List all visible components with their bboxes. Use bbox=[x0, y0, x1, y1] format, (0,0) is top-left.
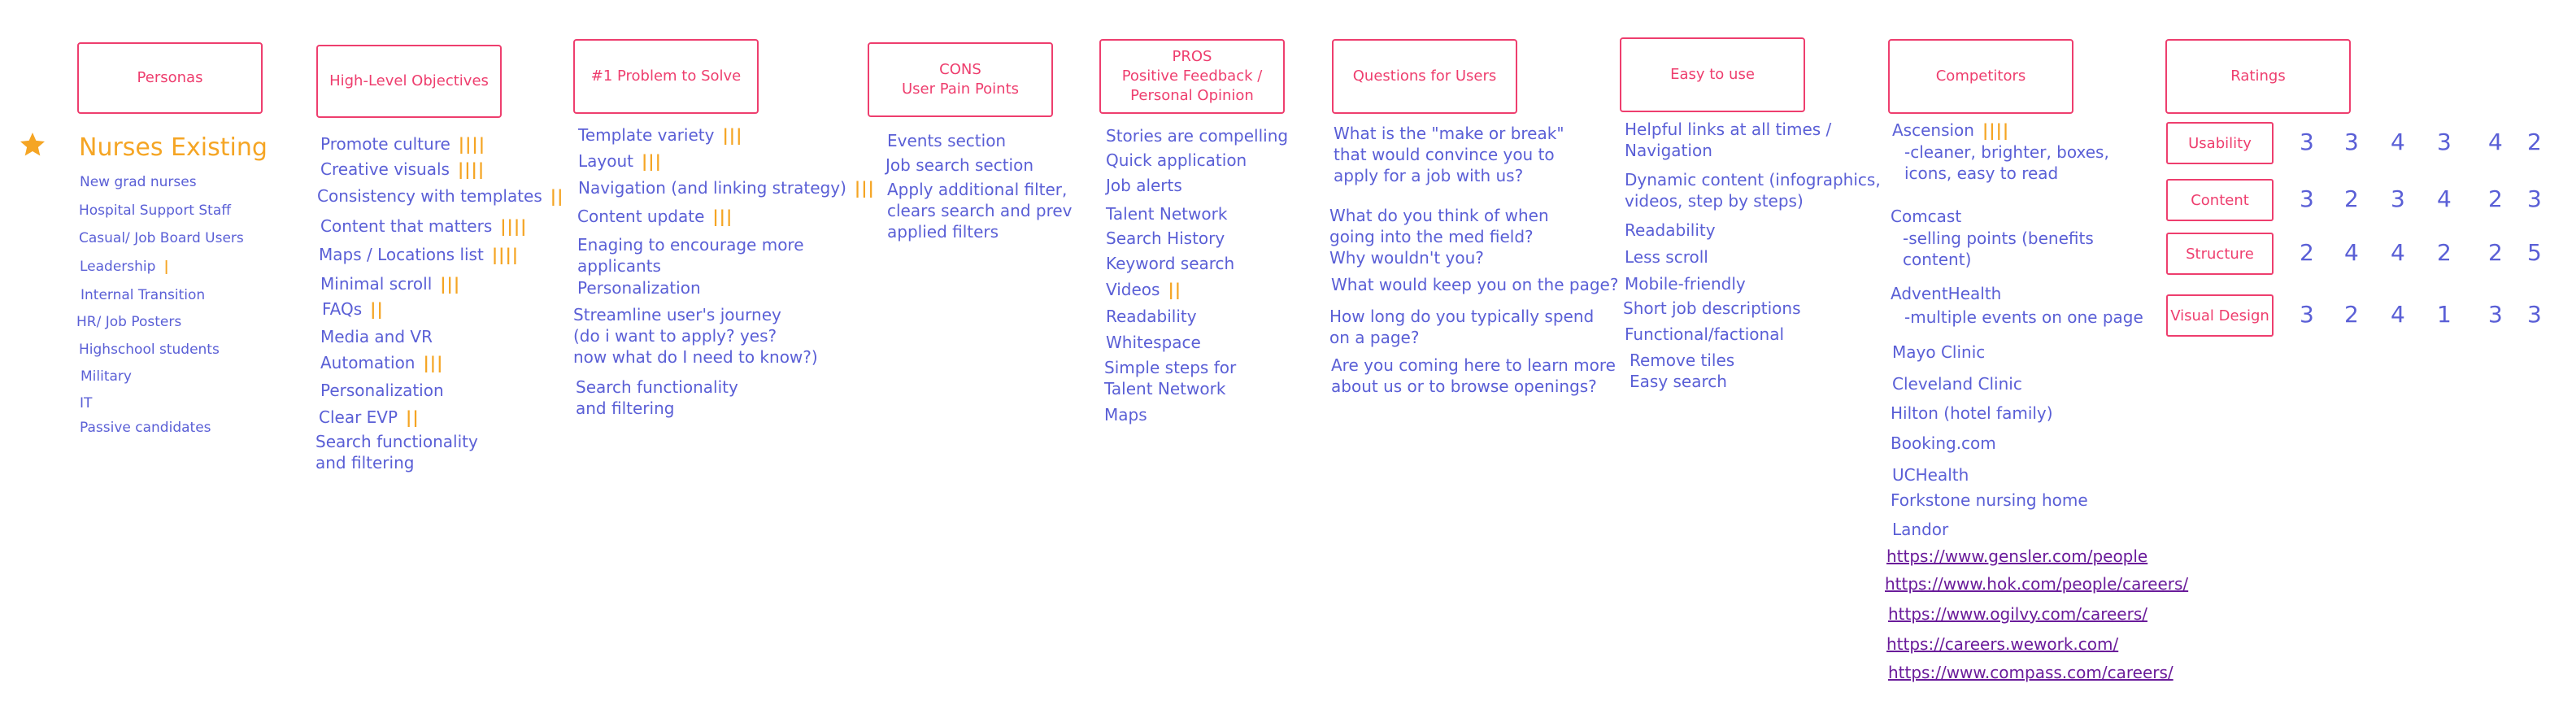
persona-item-label: Military bbox=[80, 368, 132, 385]
objective-item bbox=[320, 159, 485, 180]
competitor-item-label: Hilton (hotel family) bbox=[1891, 403, 2053, 423]
vote-tally: || bbox=[370, 299, 384, 319]
rating-value: 4 bbox=[2391, 128, 2405, 155]
rating-value: 3 bbox=[2391, 185, 2405, 212]
objective-item bbox=[320, 326, 433, 347]
problem-item-label: Enaging to encourage more applicants bbox=[577, 235, 804, 276]
problem-header: #1 Problem to Solve bbox=[573, 39, 759, 114]
question-item bbox=[1331, 355, 1616, 397]
competitor-item-label: -multiple events on one page bbox=[1904, 307, 2143, 327]
competitor-item bbox=[1891, 490, 2088, 511]
objective-item bbox=[320, 133, 485, 155]
easy-item bbox=[1630, 350, 1734, 392]
persona-item-label: Leadership bbox=[80, 259, 156, 275]
easy-item-label: Functional/factional bbox=[1625, 324, 1785, 344]
rating-value: 4 bbox=[2437, 185, 2452, 212]
rating-value: 2 bbox=[2344, 185, 2359, 212]
rating-value: 3 bbox=[2300, 128, 2314, 155]
problem-item-label: Content update bbox=[577, 207, 705, 226]
objective-item bbox=[320, 380, 444, 401]
vote-tally: || bbox=[550, 186, 564, 206]
rating-value: 2 bbox=[2488, 239, 2503, 266]
easy-item bbox=[1623, 298, 1801, 319]
competitor-item bbox=[1892, 464, 1969, 485]
competitor-item bbox=[1903, 228, 2094, 270]
persona-item bbox=[80, 172, 197, 192]
competitor-item bbox=[1891, 206, 1961, 227]
easy-item bbox=[1625, 169, 1881, 211]
competitor-item-label: Booking.com bbox=[1891, 433, 1996, 453]
objective-item bbox=[320, 216, 527, 237]
vote-tally: ||| bbox=[423, 353, 444, 372]
pros-item bbox=[1106, 253, 1234, 274]
problem-item-label: Navigation (and linking strategy) bbox=[578, 178, 846, 198]
pros-item bbox=[1106, 228, 1225, 249]
pros-item-label: Quick application bbox=[1106, 150, 1247, 170]
vote-tally: |||| bbox=[458, 134, 486, 154]
pros-item-label: Readability bbox=[1106, 307, 1197, 326]
competitor-item bbox=[1904, 141, 2109, 184]
competitor-item bbox=[1891, 403, 2053, 424]
easy-item bbox=[1625, 119, 1831, 161]
persona-item-label: IT bbox=[80, 395, 93, 411]
ratings-header: Ratings bbox=[2165, 39, 2351, 114]
question-item-label: How long do you typically spend on a page? bbox=[1329, 307, 1595, 347]
rating-value: 4 bbox=[2344, 239, 2359, 266]
problem-item bbox=[577, 277, 701, 298]
rating-value: 2 bbox=[2300, 239, 2314, 266]
competitor-item bbox=[1892, 342, 1985, 363]
competitor-link[interactable]: https://www.ogilvy.com/careers/ bbox=[1888, 604, 2147, 624]
objective-item-label: Creative visuals bbox=[320, 159, 450, 179]
objective-item-label: Personalization bbox=[320, 381, 444, 400]
questions-header: Questions for Users bbox=[1332, 39, 1517, 114]
easy-item-label: Mobile-friendly bbox=[1625, 274, 1746, 294]
rating-value: 3 bbox=[2488, 301, 2503, 328]
pros-item bbox=[1104, 404, 1147, 425]
cons-item bbox=[887, 130, 1006, 151]
question-item-label: What do you think of when going into the med field? Why wouldn't you? bbox=[1329, 206, 1549, 268]
question-item bbox=[1331, 274, 1618, 295]
objective-item bbox=[320, 352, 443, 373]
pros-item bbox=[1106, 125, 1288, 146]
easy-item-label: Dynamic content (infographics, videos, step by steps) bbox=[1625, 170, 1881, 211]
star-icon bbox=[18, 130, 47, 159]
problem-item bbox=[576, 377, 738, 419]
rating-value: 4 bbox=[2391, 301, 2405, 328]
competitor-link[interactable]: https://www.gensler.com/people bbox=[1886, 546, 2148, 566]
pros-item-label: Job alerts bbox=[1106, 176, 1182, 195]
persona-item bbox=[79, 201, 231, 220]
persona-item-label: Hospital Support Staff bbox=[79, 202, 231, 219]
easy-item bbox=[1625, 246, 1708, 268]
vote-tally: |||| bbox=[457, 159, 485, 179]
rating-value: 1 bbox=[2437, 301, 2452, 328]
objective-item-label: Consistency with templates bbox=[317, 186, 542, 206]
rating-label: Visual Design bbox=[2166, 294, 2274, 337]
question-item bbox=[1329, 306, 1594, 348]
competitor-link[interactable]: https://www.compass.com/careers/ bbox=[1888, 663, 2174, 682]
problem-item bbox=[578, 177, 875, 198]
pros-item-label: Simple steps for Talent Network bbox=[1104, 358, 1237, 398]
objective-item bbox=[315, 431, 478, 473]
easy-item-label: Helpful links at all times / Navigation bbox=[1625, 120, 1832, 160]
pros-item-label: Keyword search bbox=[1106, 254, 1235, 273]
cons-item-label: Job search section bbox=[886, 155, 1034, 175]
vote-tally: ||| bbox=[440, 274, 461, 294]
competitor-item-label: Landor bbox=[1892, 520, 1949, 539]
pros-item bbox=[1106, 203, 1227, 224]
persona-item bbox=[80, 394, 92, 413]
vote-tally: ||| bbox=[642, 151, 662, 171]
cons-item bbox=[887, 179, 1073, 242]
persona-item bbox=[80, 285, 205, 305]
rating-value: 2 bbox=[2488, 185, 2503, 212]
pros-item bbox=[1106, 175, 1182, 196]
persona-item bbox=[79, 340, 220, 359]
question-item-label: What would keep you on the page? bbox=[1331, 275, 1619, 294]
personas-header: Personas bbox=[77, 42, 263, 114]
vote-tally: |||| bbox=[491, 245, 520, 264]
pros-item bbox=[1106, 150, 1247, 171]
rating-value: 3 bbox=[2437, 128, 2452, 155]
easy-item bbox=[1625, 220, 1716, 241]
competitor-item-label: Forkstone nursing home bbox=[1891, 490, 2088, 510]
competitor-link[interactable]: https://www.hok.com/people/careers/ bbox=[1885, 574, 2189, 594]
rating-value: 2 bbox=[2437, 239, 2452, 266]
vote-tally: || bbox=[1168, 280, 1182, 299]
easy-header: Easy to use bbox=[1620, 37, 1805, 112]
featured-persona: Nurses Existing bbox=[79, 133, 268, 162]
pros-item bbox=[1104, 357, 1236, 399]
question-item bbox=[1334, 123, 1564, 186]
persona-item bbox=[80, 257, 170, 276]
rating-value: 3 bbox=[2344, 128, 2359, 155]
question-item-label: What is the "make or break" that would convince you to apply for a job with us? bbox=[1334, 124, 1564, 185]
vote-tally: ||| bbox=[722, 125, 743, 145]
competitor-item bbox=[1891, 283, 2001, 304]
cons-header: CONS User Pain Points bbox=[868, 42, 1053, 117]
rating-label: Structure bbox=[2166, 233, 2274, 275]
pros-item-label: Maps bbox=[1104, 405, 1147, 424]
competitor-item-label: -selling points (benefits content) bbox=[1903, 229, 2094, 269]
cons-item-label: Apply additional filter, clears search and prev applied filters bbox=[887, 180, 1073, 242]
competitor-item-label: Comcast bbox=[1891, 207, 1962, 226]
competitor-item bbox=[1904, 307, 2143, 328]
persona-item-label: Passive candidates bbox=[80, 420, 211, 436]
competitor-item bbox=[1892, 519, 1948, 540]
pros-item-label: Talent Network bbox=[1106, 204, 1228, 224]
easy-item-label: Short job descriptions bbox=[1623, 298, 1801, 318]
rating-value: 4 bbox=[2391, 239, 2405, 266]
competitor-item-label: Cleveland Clinic bbox=[1892, 374, 2022, 394]
pros-header: PROS Positive Feedback / Personal Opinion bbox=[1099, 39, 1285, 114]
rating-value: 3 bbox=[2527, 185, 2542, 212]
problem-item bbox=[578, 124, 742, 146]
rating-value: 3 bbox=[2300, 301, 2314, 328]
objective-item-label: FAQs bbox=[322, 299, 363, 319]
objective-item-label: Maps / Locations list bbox=[319, 245, 484, 264]
question-item bbox=[1329, 205, 1549, 268]
question-item-label: Are you coming here to learn more about us or to browse openings? bbox=[1331, 355, 1616, 396]
easy-item bbox=[1625, 273, 1746, 294]
cons-item bbox=[886, 155, 1033, 176]
problem-item bbox=[577, 234, 804, 276]
pros-item bbox=[1106, 306, 1197, 327]
objective-item bbox=[319, 244, 519, 265]
problem-item bbox=[577, 206, 733, 227]
vote-tally: ||| bbox=[854, 178, 875, 198]
persona-item-label: HR/ Job Posters bbox=[76, 314, 182, 330]
problem-item-label: Personalization bbox=[577, 278, 701, 298]
persona-item-label: Internal Transition bbox=[80, 287, 206, 303]
easy-item-label: Readability bbox=[1625, 220, 1716, 240]
competitor-item bbox=[1892, 373, 2022, 394]
vote-tally: ||| bbox=[712, 207, 733, 226]
vote-tally: |||| bbox=[500, 216, 528, 236]
rating-label: Content bbox=[2166, 179, 2274, 221]
pros-item-label: Stories are compelling bbox=[1106, 126, 1289, 146]
persona-item-label: Highschool students bbox=[79, 342, 220, 358]
cons-item-label: Events section bbox=[887, 131, 1007, 150]
persona-item bbox=[76, 312, 181, 332]
competitor-item-label: UCHealth bbox=[1892, 465, 1969, 485]
objective-item-label: Minimal scroll bbox=[320, 274, 433, 294]
problem-item-label: Layout bbox=[578, 151, 633, 171]
rating-value: 5 bbox=[2527, 239, 2542, 266]
pros-item-label: Search History bbox=[1106, 229, 1225, 248]
persona-item-label: Casual/ Job Board Users bbox=[79, 230, 244, 246]
objective-item-label: Content that matters bbox=[320, 216, 493, 236]
pros-item bbox=[1106, 279, 1181, 300]
competitor-item-label: -cleaner, brighter, boxes, icons, easy to read bbox=[1904, 142, 2109, 183]
objective-item bbox=[322, 298, 384, 320]
competitor-item-label: Ascension bbox=[1892, 120, 1974, 140]
objective-item-label: Promote culture bbox=[320, 134, 450, 154]
pros-item-label: Whitespace bbox=[1106, 333, 1201, 352]
rating-value: 4 bbox=[2488, 128, 2503, 155]
easy-item-label: Remove tiles Easy search bbox=[1630, 350, 1735, 391]
vote-tally: || bbox=[406, 407, 420, 427]
objective-item bbox=[319, 407, 420, 428]
rating-value: 2 bbox=[2527, 128, 2542, 155]
easy-item bbox=[1625, 324, 1784, 345]
persona-item bbox=[79, 229, 244, 248]
vote-tally: | bbox=[163, 259, 170, 275]
problem-item bbox=[578, 150, 662, 172]
competitors-header: Competitors bbox=[1888, 39, 2073, 114]
objective-item-label: Search functionality and filtering bbox=[315, 432, 478, 472]
easy-item-label: Less scroll bbox=[1625, 247, 1708, 267]
rating-value: 3 bbox=[2527, 301, 2542, 328]
rating-value: 3 bbox=[2300, 185, 2314, 212]
vote-tally: |||| bbox=[1982, 120, 2010, 140]
persona-item bbox=[80, 367, 132, 386]
competitor-item-label: Mayo Clinic bbox=[1892, 342, 1986, 362]
objective-item-label: Clear EVP bbox=[319, 407, 398, 427]
objective-item-label: Media and VR bbox=[320, 327, 433, 346]
competitor-item-label: AdventHealth bbox=[1891, 284, 2002, 303]
problem-item-label: Search functionality and filtering bbox=[576, 377, 738, 418]
rating-value: 2 bbox=[2344, 301, 2359, 328]
pros-item bbox=[1106, 332, 1201, 353]
competitor-link[interactable]: https://careers.wework.com/ bbox=[1886, 634, 2119, 654]
objective-item bbox=[320, 273, 460, 294]
competitor-item bbox=[1892, 120, 2009, 141]
objectives-header: High-Level Objectives bbox=[316, 45, 502, 118]
problem-item-label: Streamline user's journey (do i want to apply? yes? now what do I need to know?) bbox=[573, 305, 818, 367]
pros-item-label: Videos bbox=[1106, 280, 1160, 299]
competitor-item bbox=[1891, 433, 1996, 454]
problem-item-label: Template variety bbox=[578, 125, 715, 145]
objective-item-label: Automation bbox=[320, 353, 416, 372]
problem-item bbox=[573, 304, 818, 368]
persona-item-label: New grad nurses bbox=[80, 174, 197, 190]
objective-item bbox=[317, 185, 564, 207]
rating-label: Usability bbox=[2166, 122, 2274, 164]
persona-item bbox=[80, 418, 211, 438]
